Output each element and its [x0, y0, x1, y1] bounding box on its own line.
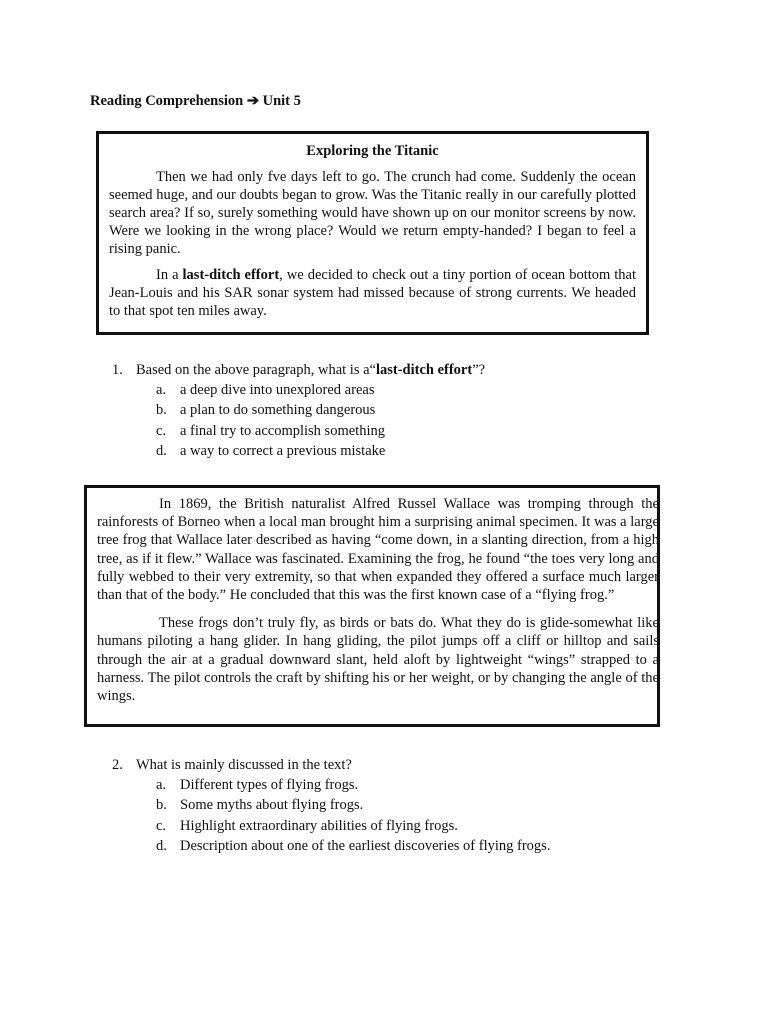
option-d [156, 441, 385, 461]
question-1-options [156, 380, 385, 461]
option-letter: a. [156, 382, 167, 398]
question-text: What is mainly discussed in the text? [136, 757, 352, 773]
option-letter: c. [156, 422, 167, 439]
option-text: Different types of flying frogs. [180, 777, 359, 793]
option-b [156, 400, 385, 420]
option-letter: b. [156, 797, 167, 814]
passage-paragraph: These frogs don’t truly fly, as birds or bats do. What they do is glide-somewhat like humans piloting a hang glider. In hang gliding, the pilot jumps off a cliff or hilltop and sails through the air at a gradual downward slant, held aloft by lightweight “wings” strapped to a harness. The pilot controls the craft by shifting his or her weight, or by changing the angle of the wings. [97, 615, 659, 705]
passage-title: Exploring the Titanic [306, 143, 439, 159]
question-text: ”? [472, 362, 486, 378]
passage-paragraph [109, 266, 636, 320]
option-c [156, 421, 385, 441]
passage-paragraph: In 1869, the British naturalist Alfred Russel Wallace was tromping through the rainforests of Borneo when a local man brought him a surprising animal specimen. It was a large tree frog that Wallace later described as having “come down, in a slanting direction, from a high tree, as if it flew.” Wallace was fascinated. Examining the frog, he found “the toes very long and fully webbed to their very extremity, so that when expanded they offered a surface much larger than that of the body.” He concluded that this was the first known case of a “flying frog.” [97, 496, 659, 604]
option-letter: c. [156, 817, 167, 834]
question-2 [112, 755, 352, 775]
option-text: Some myths about flying frogs. [180, 797, 364, 814]
key-phrase: last-ditch effort [182, 267, 280, 283]
option-a [156, 775, 550, 795]
option-letter: d. [156, 837, 167, 854]
option-text: a way to correct a previous mistake [180, 442, 386, 459]
key-phrase: last-ditch effort [375, 362, 473, 378]
paragraph-text: , we decided to check out a tiny portion of ocean bottom that Jean-Louis and his SAR sonar system had missed because of strong currents. We headed to that spot ten miles away. [109, 267, 637, 319]
passage-titanic-box [96, 131, 649, 335]
option-a [156, 380, 385, 400]
option-text: a plan to do something dangerous [180, 402, 376, 419]
question-number: 2. [112, 757, 123, 773]
passage-paragraph: Then we had only fve days left to go. The crunch had come. Suddenly the ocean seemed huge, and our doubts began to grow. Was the Titanic really in our carefully plotted search area? If so, surely something would have shown up on our monitor screens by now. Were we looking in the wrong place? Would we return empty-handed? I began to feel a rising panic. [109, 169, 636, 257]
page-heading: Reading Comprehension ➔ Unit 5 [90, 93, 301, 109]
question-2-options [156, 775, 550, 856]
option-letter: b. [156, 402, 167, 419]
question-text: Based on the above paragraph, what is a“ [136, 362, 376, 378]
passage-frogs-box [84, 485, 660, 727]
paragraph-text: In a [156, 267, 183, 283]
option-d [156, 836, 550, 856]
option-c [156, 816, 550, 836]
question-1 [112, 360, 485, 380]
option-text: Description about one of the earliest discoveries of flying frogs. [180, 837, 551, 854]
option-letter: a. [156, 777, 167, 793]
option-b [156, 795, 550, 815]
option-text: Highlight extraordinary abilities of flying frogs. [180, 817, 458, 834]
option-text: a deep dive into unexplored areas [180, 382, 375, 398]
question-number: 1. [112, 362, 123, 378]
option-letter: d. [156, 442, 167, 459]
option-text: a final try to accomplish something [180, 422, 385, 439]
